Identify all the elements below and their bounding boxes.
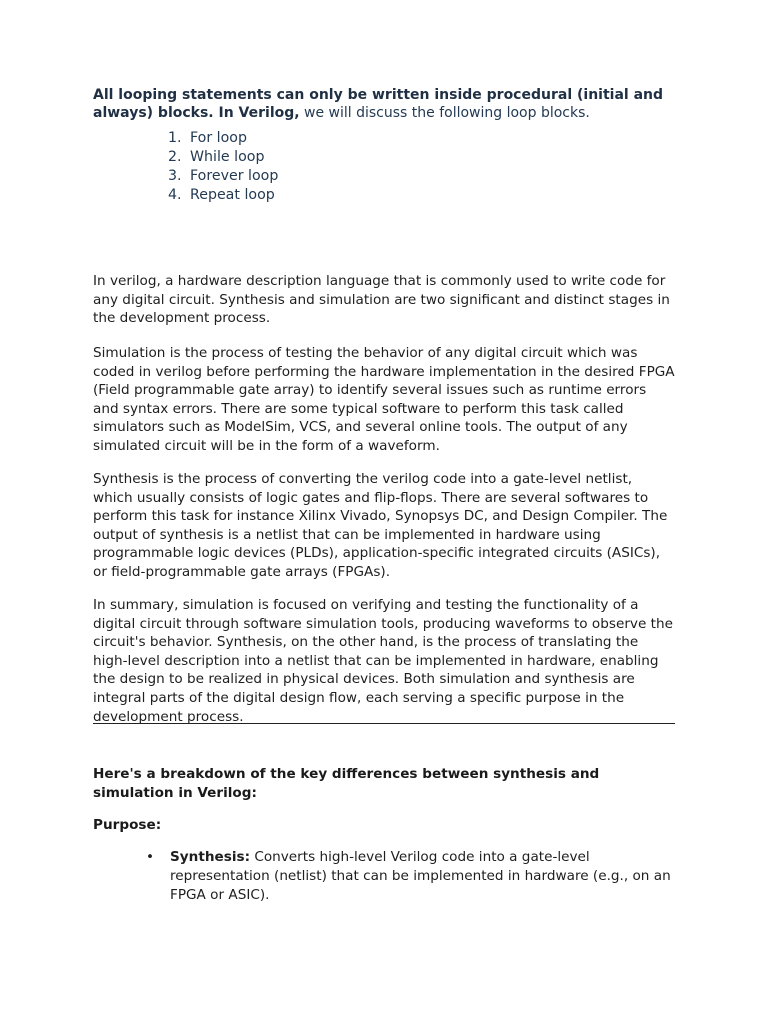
loop-list <box>93 129 675 205</box>
paragraph-summary: In summary, simulation is focused on verifying and testing the functionality of a digital circuit through software simulation tools, producing waveforms to observe the circuit's behavior. Synthesis, on the other hand, is the process of translating the high-level description into a netlist that can be implemented in hardware, enabling the design to be realized in physical devices. Both simulation and synthesis are integral parts of the digital design flow, each serving a specific purpose in the development process. <box>93 597 673 725</box>
paragraph-verilog-intro: In verilog, a hardware description language that is commonly used to write code for any digital circuit. Synthesis and simulation are two significant and distinct stages in the development process. <box>93 273 670 327</box>
bullet-item-synthesis <box>146 848 675 905</box>
loop-list-item: 4. Repeat loop <box>186 186 675 205</box>
horizontal-divider <box>93 723 675 724</box>
document-page <box>93 86 675 903</box>
paragraph-simulation: Simulation is the process of testing the behavior of any digital circuit which was coded in verilog before performing the hardware implementation in the desired FPGA (Field programmable gate array) to identify several issues such as runtime errors and syntax errors. There are some typical software to perform this task called simulators such as ModelSim, VCS, and several online tools. The output of any simulated circuit will be in the form of a waveform. <box>93 345 675 454</box>
bullet-dot-icon: • <box>146 849 155 865</box>
purpose-heading: Purpose: <box>93 817 162 833</box>
loop-list-item: 1. For loop <box>186 129 675 148</box>
breakdown-heading: Here's a breakdown of the key differences between synthesis and simulation in Verilog: <box>93 766 600 801</box>
bullet-text: Converts high-level Verilog code into a gate-level representation (netlist) that can be implemented in hardware (e.g., on an FPGA or ASIC). <box>170 849 671 903</box>
bullet-term: Synthesis: <box>170 849 251 865</box>
intro-bold-text: All looping statements can only be written inside procedural (initial and always) blocks. In Verilog, <box>93 87 664 121</box>
paragraph-synthesis: Synthesis is the process of converting the verilog code into a gate-level netlist, which usually consists of logic gates and flip-flops. There are several softwares to perform this task for instance Xilinx Vivado, Synopsys DC, and Design Compiler. The output of synthesis is a netlist that can be implemented in hardware using programmable logic devices (PLDs), application-specific integrated circuits (ASICs), or field-programmable gate arrays (FPGAs). <box>93 471 668 580</box>
loop-list-item: 3. Forever loop <box>186 167 675 186</box>
purpose-bullet-list <box>93 848 675 905</box>
loop-list-item: 2. While loop <box>186 148 675 167</box>
intro-paragraph <box>93 86 675 122</box>
intro-normal-text: we will discuss the following loop blocks. <box>299 105 590 121</box>
